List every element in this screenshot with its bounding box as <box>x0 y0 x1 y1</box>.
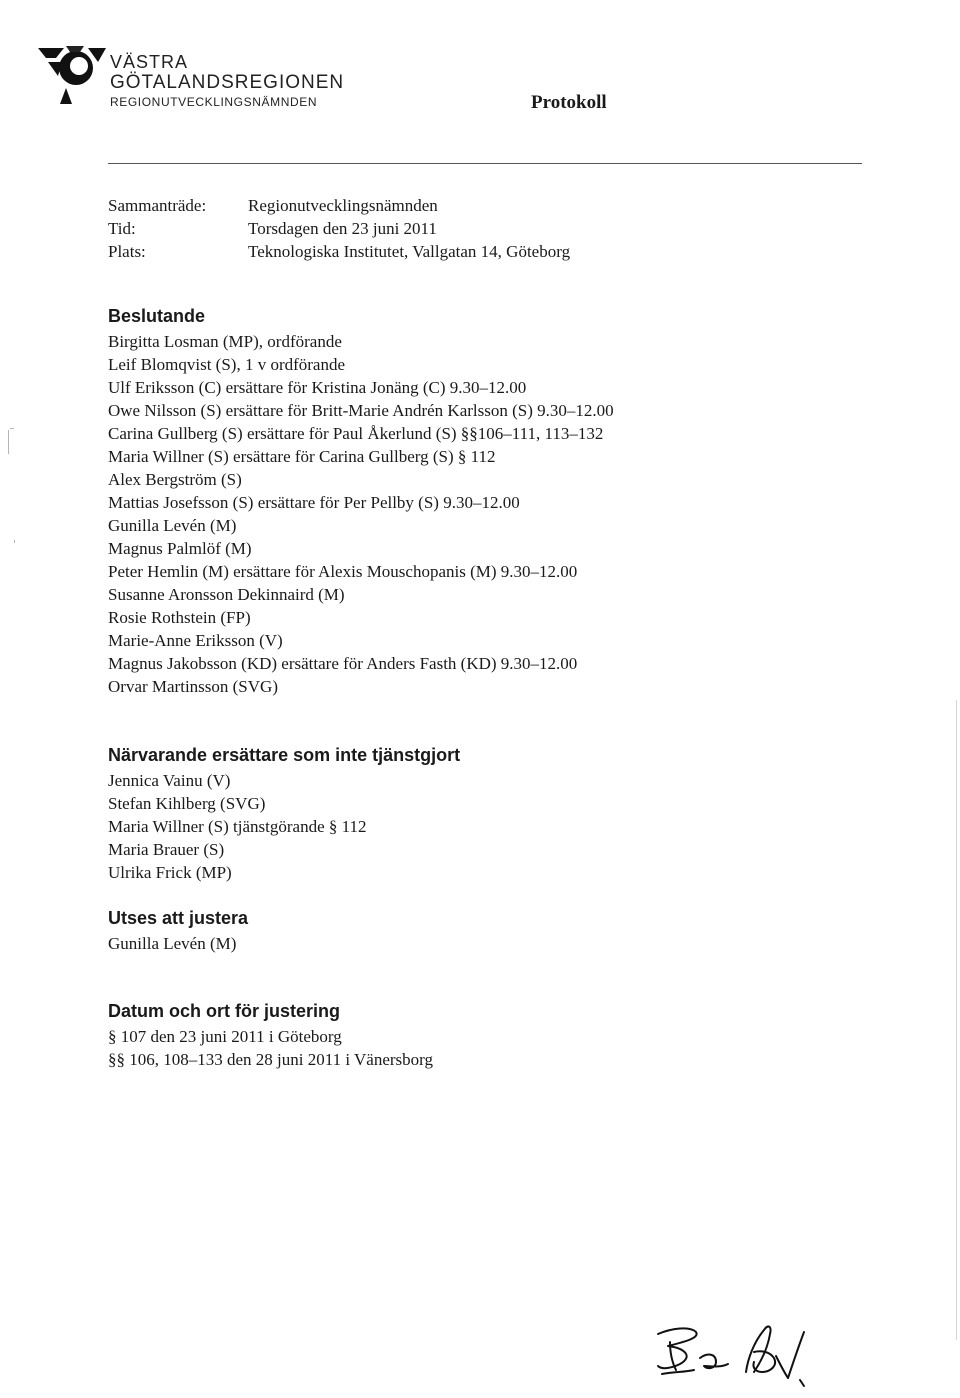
list-item: Ulf Eriksson (C) ersättare för Kristina Jonäng (C) 9.30–12.00 <box>108 378 527 397</box>
section-title: Närvarande ersättare som inte tjänstgjort <box>108 745 461 765</box>
list-item: §§ 106, 108–133 den 28 juni 2011 i Vänersborg <box>108 1050 434 1069</box>
meeting-row <box>108 194 570 217</box>
list-item: Maria Willner (S) ersättare för Carina Gullberg (S) § 112 <box>108 447 496 466</box>
org-line-1: VÄSTRA <box>110 52 189 72</box>
meeting-row <box>108 217 570 240</box>
section-title: Datum och ort för justering <box>108 1001 341 1021</box>
list-item: Gunilla Levén (M) <box>108 516 237 535</box>
list-item: Mattias Josefsson (S) ersättare för Per Pellby (S) 9.30–12.00 <box>108 493 520 512</box>
meeting-label: Tid: <box>108 219 136 238</box>
list-item: Leif Blomqvist (S), 1 v ordförande <box>108 355 346 374</box>
list-item: Maria Brauer (S) <box>108 840 225 859</box>
list-item: Magnus Jakobsson (KD) ersättare för Anders Fasth (KD) 9.30–12.00 <box>108 654 578 673</box>
list-item: Rosie Rothstein (FP) <box>108 608 251 627</box>
meeting-label: Sammanträde: <box>108 196 207 215</box>
list-item: Stefan Kihlberg (SVG) <box>108 794 266 813</box>
list-item: Orvar Martinsson (SVG) <box>108 677 278 696</box>
section-beslutande <box>108 304 614 698</box>
list-item: Ulrika Frick (MP) <box>108 863 232 882</box>
section-utses <box>108 906 248 955</box>
document-type: Protokoll <box>531 92 607 113</box>
substitute-list <box>108 769 460 884</box>
meeting-label: Plats: <box>108 242 146 261</box>
scan-mark <box>956 700 957 1340</box>
list-item: Peter Hemlin (M) ersättare för Alexis Mouschopanis (M) 9.30–12.00 <box>108 562 578 581</box>
list-item: Birgitta Losman (MP), ordförande <box>108 332 342 351</box>
section-title: Beslutande <box>108 306 206 326</box>
member-list <box>108 330 614 698</box>
org-line-3: REGIONUTVECKLINGSNÄMNDEN <box>110 95 318 109</box>
list-item: Owe Nilsson (S) ersättare för Britt-Marie Andrén Karlsson (S) 9.30–12.00 <box>108 401 614 420</box>
scan-mark <box>10 428 14 429</box>
list-item: Jennica Vainu (V) <box>108 771 231 790</box>
list-item: Maria Willner (S) tjänstgörande § 112 <box>108 817 367 836</box>
org-line-2: GÖTALANDSREGIONEN <box>110 72 345 93</box>
regional-logo-icon <box>36 44 108 104</box>
header-divider <box>108 163 862 164</box>
scan-mark <box>8 430 9 454</box>
section-datum <box>108 999 433 1071</box>
meeting-value: Regionutvecklingsnämnden <box>248 196 438 215</box>
section-title: Utses att justera <box>108 908 249 928</box>
list-item: Marie-Anne Eriksson (V) <box>108 631 283 650</box>
list-item: Gunilla Levén (M) <box>108 934 237 953</box>
meeting-value: Teknologiska Institutet, Vallgatan 14, Göteborg <box>248 242 571 261</box>
list-item: Susanne Aronsson Dekinnaird (M) <box>108 585 345 604</box>
list-item: § 107 den 23 juni 2011 i Göteborg <box>108 1027 342 1046</box>
section-narvarande <box>108 743 460 884</box>
list-item: Magnus Palmlöf (M) <box>108 539 252 558</box>
scan-mark <box>14 540 15 543</box>
meeting-row <box>108 240 570 263</box>
handwritten-initials-icon <box>650 1312 810 1390</box>
adjuster-list <box>108 932 248 955</box>
meeting-value: Torsdagen den 23 juni 2011 <box>248 219 437 238</box>
organization-name <box>110 52 344 110</box>
list-item: Carina Gullberg (S) ersättare för Paul Åkerlund (S) §§106–111, 113–132 <box>108 424 604 443</box>
list-item: Alex Bergström (S) <box>108 470 242 489</box>
date-list <box>108 1025 433 1071</box>
meeting-info <box>108 194 570 263</box>
